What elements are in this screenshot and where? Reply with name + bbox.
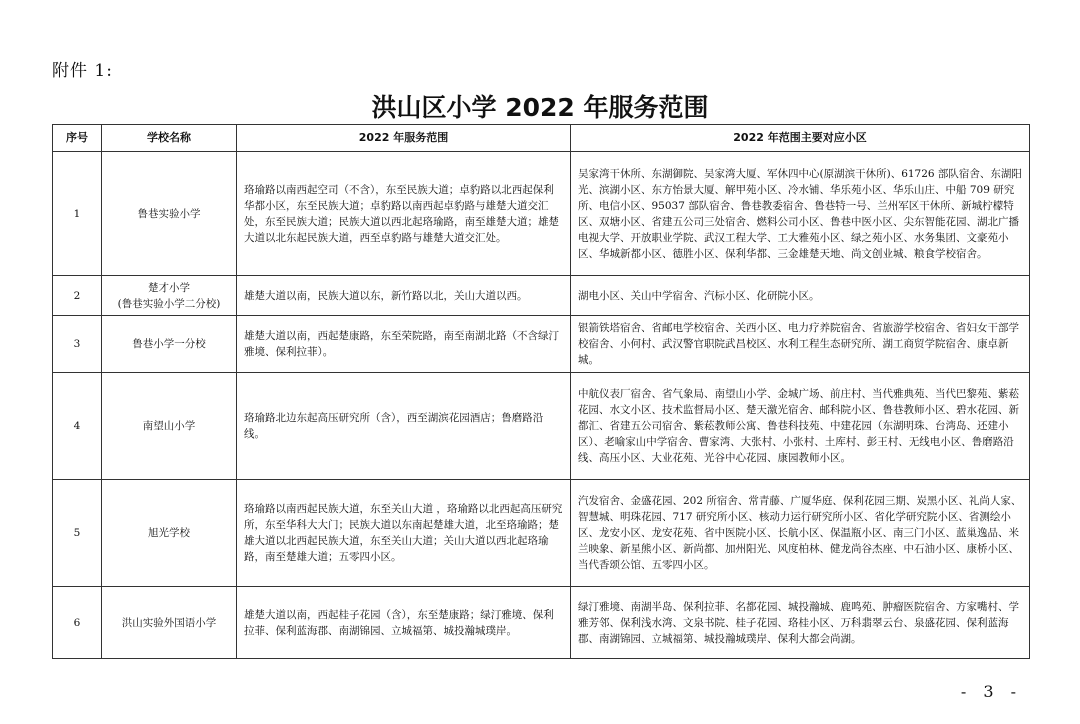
row-communities: 汽发宿舍、金盛花园、202 所宿舍、常青藤、广厦华庭、保利花园三期、炭黑小区、礼尚人家、智慧城、明珠花园、717 研究所小区、核动力运行研究所小区、省化学研究院小区、省测绘小区、龙安小区、龙安花苑、省中医院小区、长航小区、保温瓶小区、南三门小区、蓝巢逸品、米兰映象、新星熊小区、新尚都、加州阳光、风度柏林、健龙尚谷杰座、中石油小区、康桥小区、当代香颂公馆、五零四小区。: [571, 480, 1030, 587]
row-school-cell: [102, 276, 237, 316]
row-scope: 珞瑜路北边东起高压研究所（含），西至湖滨花园酒店；鲁磨路沿线。: [237, 373, 571, 480]
attachment-label: 附件 1:: [52, 61, 113, 81]
table-row: [53, 587, 1030, 659]
row-scope: 雄楚大道以南，民族大道以东，新竹路以北，关山大道以西。: [237, 276, 571, 316]
row-no: 5: [53, 480, 102, 587]
row-scope: 雄楚大道以南，西起楚康路，东至荣院路，南至南湖北路（不含绿汀雅境、保利拉菲）。: [237, 316, 571, 373]
row-school: 楚才小学: [148, 281, 190, 294]
row-school: 南望山小学: [102, 373, 237, 480]
table-row: [53, 316, 1030, 373]
row-school: 旭光学校: [102, 480, 237, 587]
header-scope: 2022 年服务范围: [237, 125, 571, 152]
table-header-row: [53, 125, 1030, 152]
row-scope: 雄楚大道以南，西起桂子花园（含），东至楚康路；绿汀雅境、保利拉菲、保利蓝海郡、南湖锦园、立城福第、城投瀚城璞岸。: [237, 587, 571, 659]
row-school: 鲁巷小学一分校: [102, 316, 237, 373]
row-no: 4: [53, 373, 102, 480]
table-row: [53, 373, 1030, 480]
row-school-sub: (鲁巷实验小学二分校): [117, 297, 221, 310]
row-scope: 珞瑜路以南西起民族大道，东至关山大道 ，珞瑜路以北西起高压研究所，东至华科大大门；民族大道以东南起楚雄大道，北至珞瑜路；楚雄大道以北西起民族大道，东至关山大道；关山大道以西北起珞瑜路，南至楚雄大道；五零四小区。: [237, 480, 571, 587]
table-row: [53, 276, 1030, 316]
table-row: [53, 480, 1030, 587]
page-number: - 3 -: [960, 682, 1022, 701]
header-communities: 2022 年范围主要对应小区: [571, 125, 1030, 152]
row-communities: 吴家湾干休所、东湖御院、吴家湾大厦、军休四中心(原湖滨干休所)、61726 部队宿舍、东湖阳光、滨湖小区、东方怡景大厦、解甲苑小区、冷水铺、华乐苑小区、华乐山庄、中船 709 研究所、电信小区、95037 部队宿舍、鲁巷教委宿舍、鲁巷特一号、兰州军区干休所、新城柠檬特区、双塘小区、省建五公司三处宿舍、燃料公司小区、鲁巷中医小区、尖东智能花园、湖北广播电视大学、开放职业学院、武汉工程大学、工大雅苑小区、绿之苑小区、水务集团、文豪苑小区、华城新都小区、德胜小区、保利华都、三金雄楚天地、尚文创业城、粮食学校宿舍。: [571, 152, 1030, 276]
row-communities: 银箭铁塔宿舍、省邮电学校宿舍、关西小区、电力疗养院宿舍、省旅游学校宿舍、省妇女干部学校宿舍、小何村、武汉警官职院武昌校区、水利工程生态研究所、湖工商贸学院宿舍、康卓新城。: [571, 316, 1030, 373]
row-school: 鲁巷实验小学: [102, 152, 237, 276]
row-communities: 湖电小区、关山中学宿舍、汽标小区、化研院小区。: [571, 276, 1030, 316]
row-no: 1: [53, 152, 102, 276]
service-scope-table: [52, 124, 1030, 659]
table-row: [53, 152, 1030, 276]
row-communities: 绿汀雅境、南湖半岛、保利拉菲、名都花园、城投瀚城、鹿鸣苑、肿瘤医院宿舍、方家嘴村、学雅芳邻、保利浅水湾、文泉书院、桂子花园、珞桂小区、万科翡翠云台、泉盛花园、保利蓝海郡、南湖锦园、立城福第、城投瀚城璞岸、保利大都会尚湖。: [571, 587, 1030, 659]
row-communities: 中航仪表厂宿舍、省气象局、南望山小学、金城广场、前庄村、当代雅典苑、当代巴黎苑、紫菘花园、水文小区、技术监督局小区、楚天激光宿舍、邮科院小区、鲁巷教师小区、碧水花园、新都汇、省建五公司宿舍、紫菘教师公寓、鲁巷科技苑、中建花园（东湖明珠、台湾岛、还建小区）、老喻家山中学宿舍、曹家湾、大张村、小张村、土库村、彭王村、无线电小区、鲁磨路沿线、高压小区、大业花苑、光谷中心花园、康园教师小区。: [571, 373, 1030, 480]
header-no: 序号: [53, 125, 102, 152]
row-no: 6: [53, 587, 102, 659]
row-school: 洪山实验外国语小学: [102, 587, 237, 659]
row-no: 3: [53, 316, 102, 373]
row-scope: 珞瑜路以南西起空司（不含），东至民族大道；卓豹路以北西起保利华都小区，东至民族大道；卓豹路以南西起卓豹路与雄楚大道交汇处，东至民族大道；民族大道以西北起珞瑜路，南至雄楚大道；雄楚大道以北东起民族大道，西至卓豹路与雄楚大道交汇处。: [237, 152, 571, 276]
document-title: 洪山区小学 2022 年服务范围: [371, 93, 709, 122]
header-school: 学校名称: [102, 125, 237, 152]
row-no: 2: [53, 276, 102, 316]
